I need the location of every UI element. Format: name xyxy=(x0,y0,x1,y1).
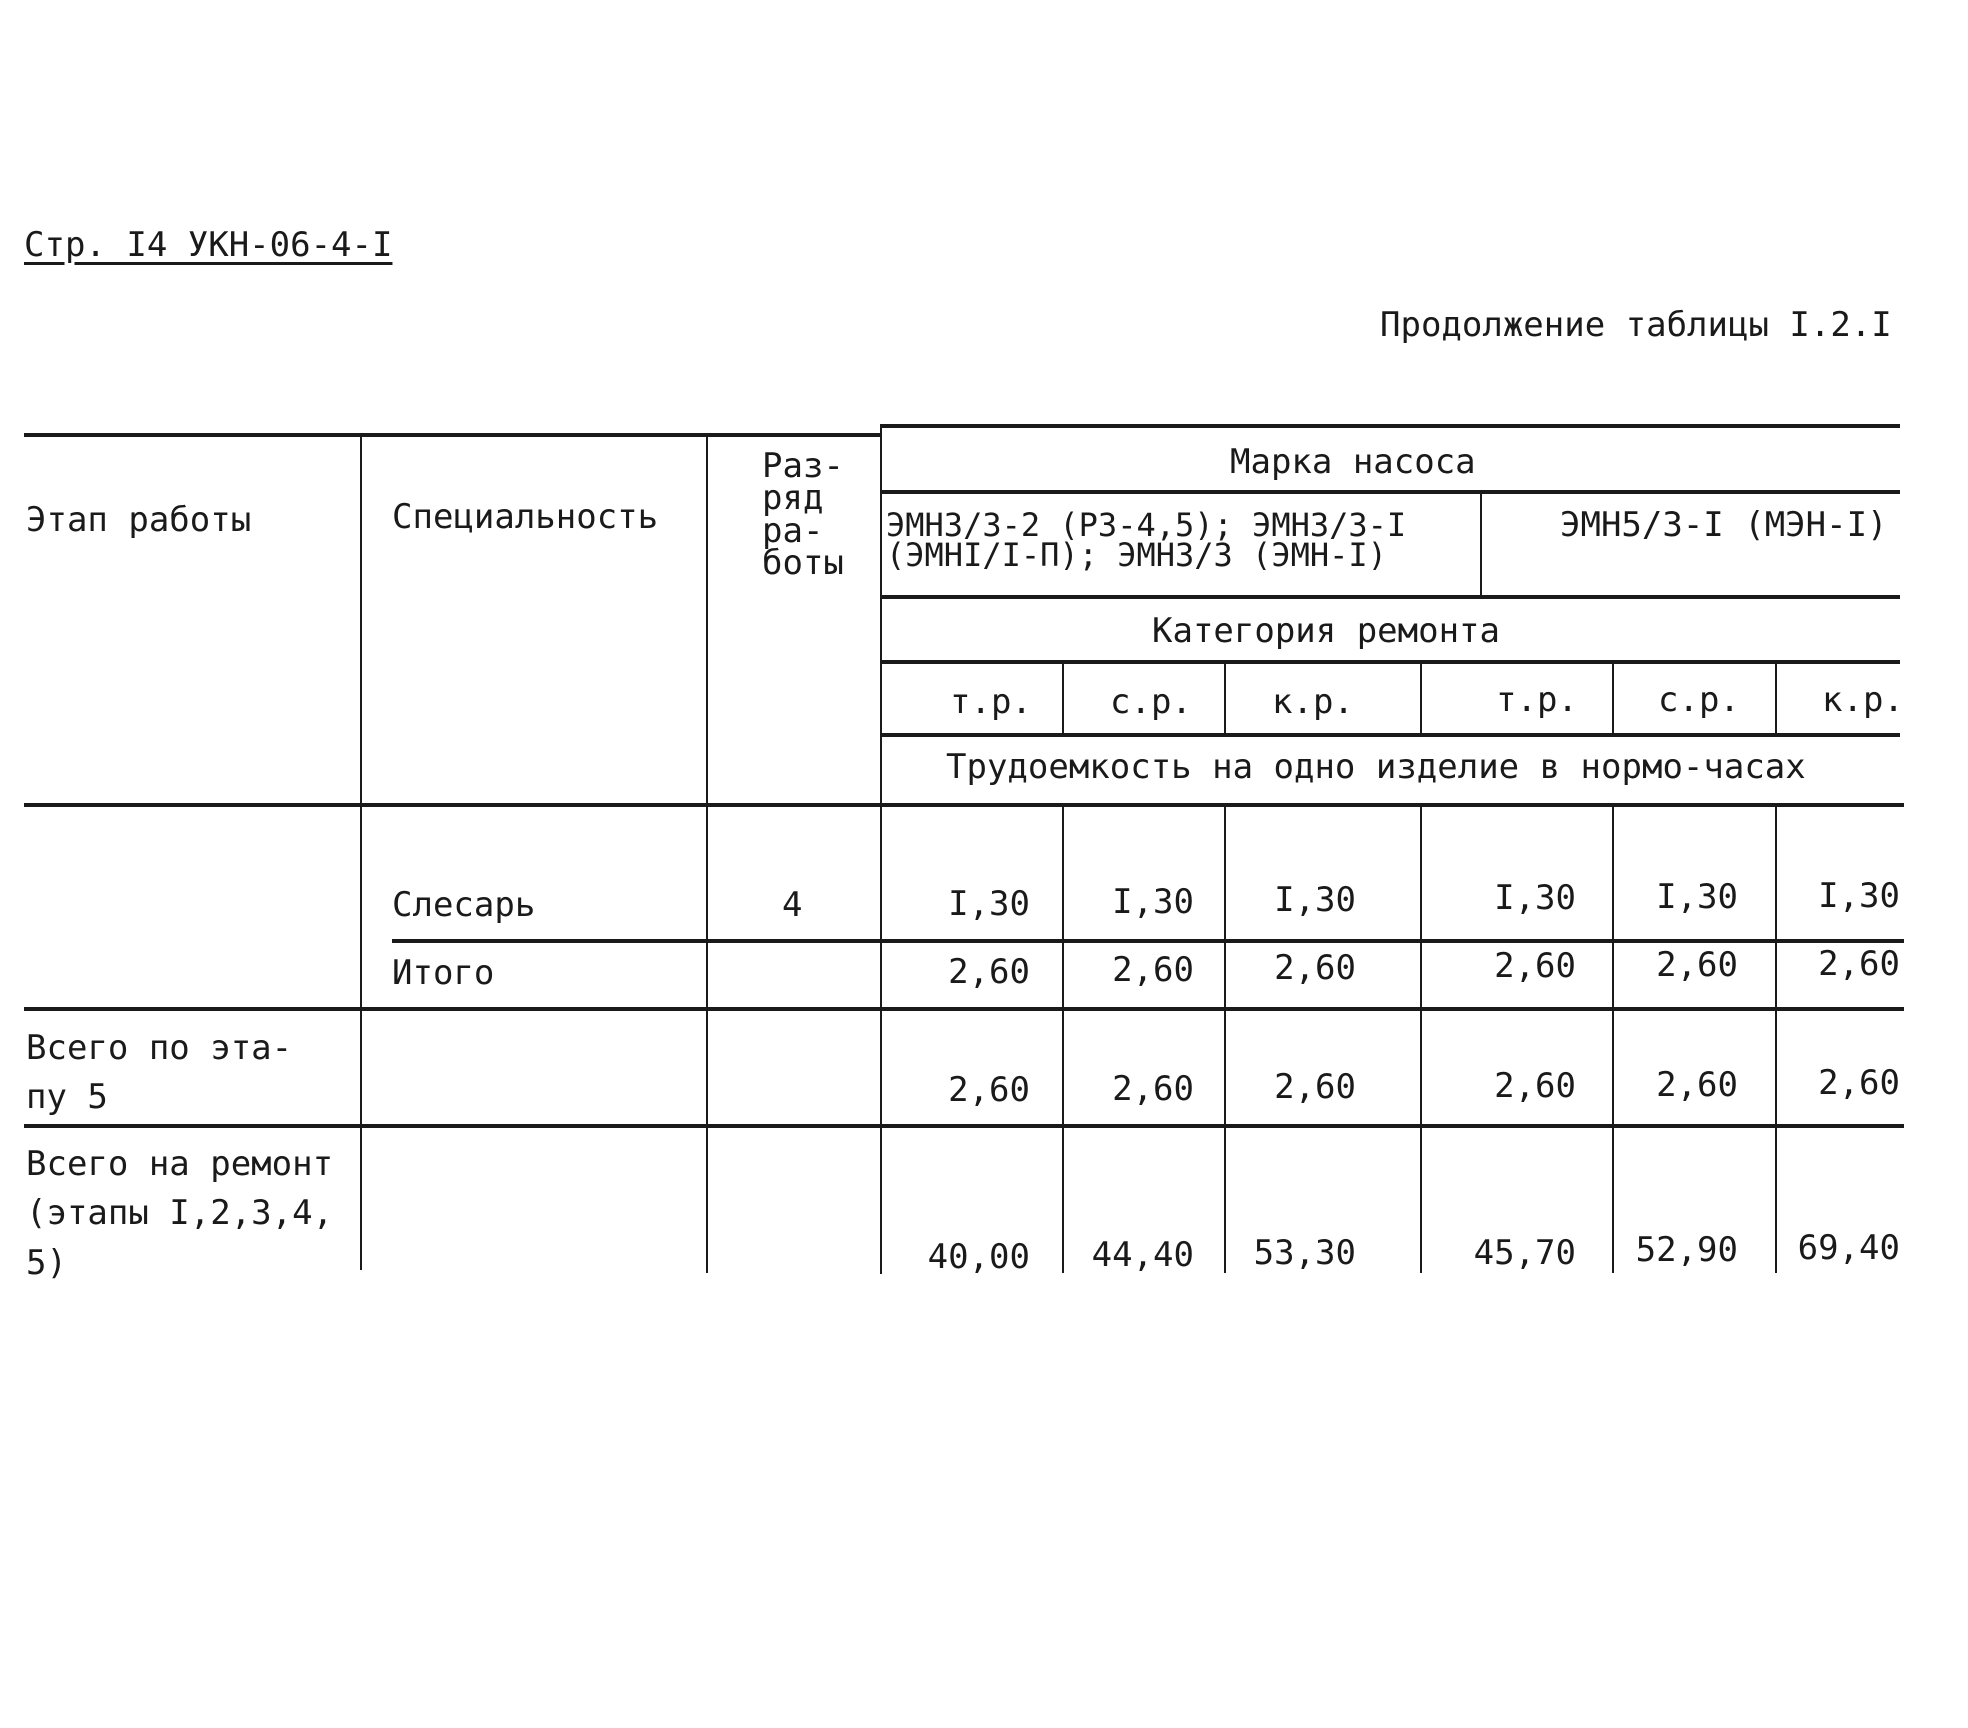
rule-under-pumps xyxy=(882,595,1900,599)
table-cell: I,30 xyxy=(1274,880,1356,920)
category-code: к.р. xyxy=(1272,682,1354,722)
rule-pump-split xyxy=(1480,490,1482,595)
table-cell: 2,60 xyxy=(1818,1063,1900,1103)
rule-col-4 xyxy=(1420,660,1422,733)
rule-col-6 xyxy=(1775,660,1777,733)
row-grade: 4 xyxy=(782,885,803,925)
table-cell: 2,60 xyxy=(1656,1065,1738,1105)
rule-above-total xyxy=(392,939,1904,943)
page-reference: Стр. I4 УКН-06-4-I xyxy=(24,225,393,265)
category-code: т.р. xyxy=(950,682,1032,722)
table-cell: I,30 xyxy=(948,884,1030,924)
table-cell: 40,00 xyxy=(927,1237,1030,1277)
rule-col-6-body xyxy=(1775,803,1777,1273)
header-pump-brand: Марка насоса xyxy=(1230,442,1476,482)
header-labor-caption: Трудоемкость на одно изделие в нормо-часах xyxy=(946,747,1806,787)
row-specialty: Слесарь xyxy=(392,885,536,925)
row-stage: Всего по эта- пу 5 xyxy=(26,1028,293,1118)
category-code: т.р. xyxy=(1496,680,1578,720)
rule-under-brand xyxy=(882,490,1900,494)
header-stage: Этап работы xyxy=(26,500,252,540)
table-continuation-title: Продолжение таблицы I.2.I xyxy=(1380,305,1892,345)
rule-under-cat-codes xyxy=(882,733,1900,737)
header-repair-category: Категория ремонта xyxy=(1152,611,1500,651)
rule-col-3-body xyxy=(1224,803,1226,1273)
rule-col-values xyxy=(880,424,882,1274)
header-pump-group-2: ЭМН5/3-I (МЭН-I) xyxy=(1560,505,1888,545)
table-cell: 53,30 xyxy=(1253,1233,1356,1273)
table-cell: 52,90 xyxy=(1635,1230,1738,1270)
rule-above-stage-sum xyxy=(24,1007,1904,1011)
rule-top-left xyxy=(24,433,882,437)
rule-header-bottom xyxy=(24,803,1904,807)
table-cell: 2,60 xyxy=(1656,945,1738,985)
category-code: с.р. xyxy=(1658,680,1740,720)
table-cell: 2,60 xyxy=(1494,946,1576,986)
row-specialty: Итого xyxy=(392,953,495,993)
table-cell: I,30 xyxy=(1818,876,1900,916)
rule-col-specialty xyxy=(360,433,362,1270)
header-pump-group-1: ЭМН3/3-2 (Р3-4,5); ЭМН3/3-I (ЭМНI/I-П); ЭМН3/3 (ЭМН-I) xyxy=(886,506,1407,575)
rule-col-grade xyxy=(706,433,708,1273)
rule-col-2-body xyxy=(1062,803,1064,1273)
table-cell: 69,40 xyxy=(1797,1228,1900,1268)
table-cell: 44,40 xyxy=(1091,1235,1194,1275)
table-cell: 2,60 xyxy=(1112,950,1194,990)
category-code: к.р. xyxy=(1822,680,1904,720)
rule-col-5-body xyxy=(1612,803,1614,1273)
table-cell: 45,70 xyxy=(1473,1233,1576,1273)
row-stage: Всего на ремонт (этапы I,2,3,4, 5) xyxy=(26,1144,334,1283)
rule-col-2 xyxy=(1062,660,1064,733)
rule-above-repair-sum xyxy=(24,1124,1904,1128)
table-cell: I,30 xyxy=(1494,878,1576,918)
table-cell: 2,60 xyxy=(948,1070,1030,1110)
table-cell: 2,60 xyxy=(948,952,1030,992)
header-specialty: Специальность xyxy=(392,497,659,537)
rule-col-3 xyxy=(1224,660,1226,733)
category-code: с.р. xyxy=(1110,682,1192,722)
rule-col-5 xyxy=(1612,660,1614,733)
table-cell: 2,60 xyxy=(1112,1069,1194,1109)
table-cell: 2,60 xyxy=(1494,1066,1576,1106)
table-cell: 2,60 xyxy=(1274,948,1356,988)
rule-under-category xyxy=(882,660,1900,664)
table-cell: 2,60 xyxy=(1274,1067,1356,1107)
table-cell: 2,60 xyxy=(1818,944,1900,984)
header-grade: Раз- ряд ра- боты xyxy=(762,446,844,583)
table-cell: I,30 xyxy=(1112,882,1194,922)
table-cell: I,30 xyxy=(1656,877,1738,917)
rule-col-4-body xyxy=(1420,803,1422,1273)
rule-top-right xyxy=(882,424,1900,428)
